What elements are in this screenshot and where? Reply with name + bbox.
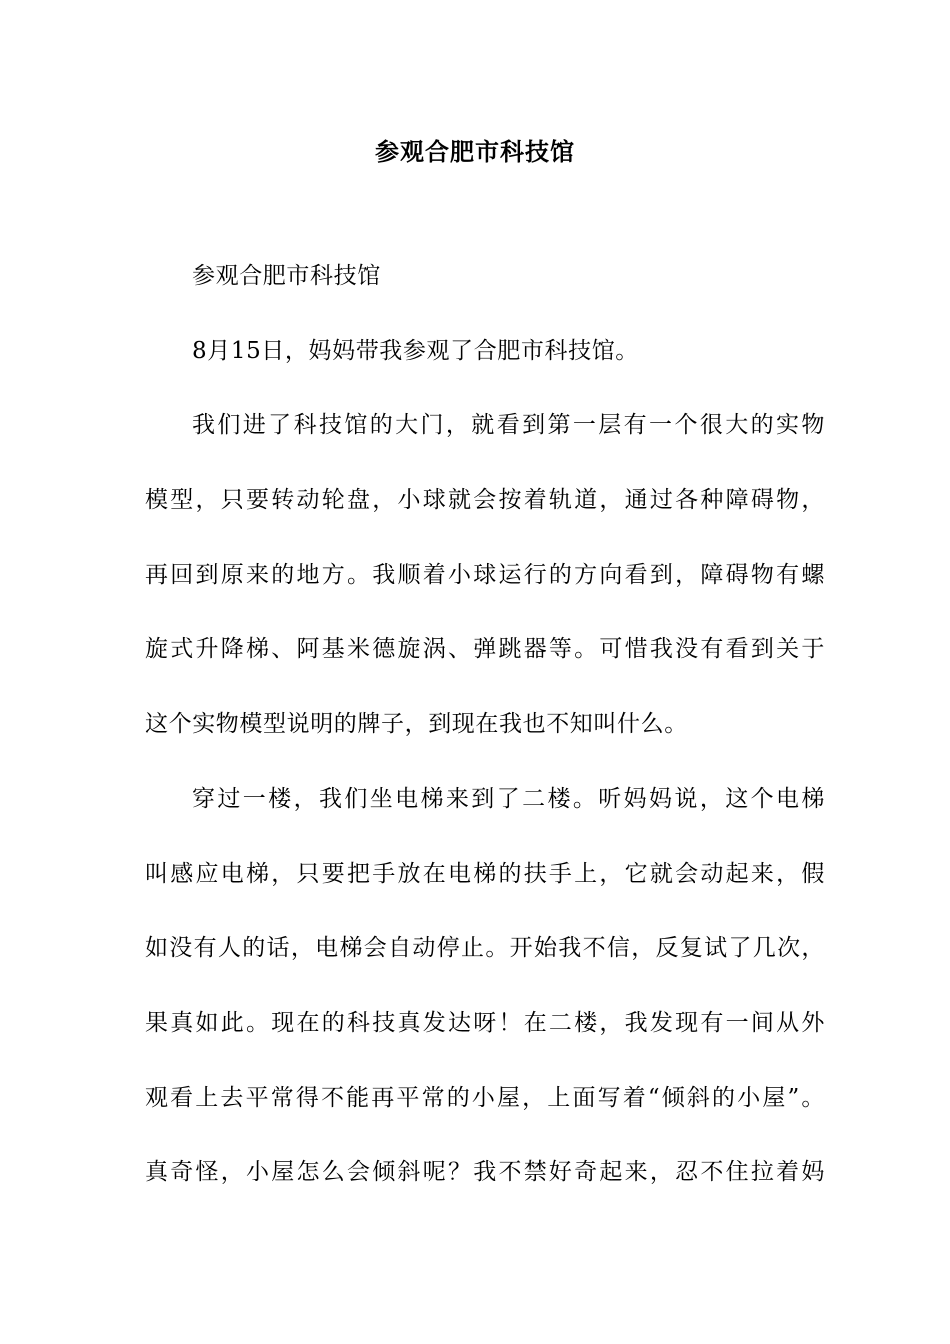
paragraph-line: 果真如此。现在的科技真发达呀！在二楼，我发现有一间从外: [145, 1010, 825, 1036]
paragraph-line: 我们进了科技馆的大门，就看到第一层有一个很大的实物: [192, 412, 825, 438]
paragraph-line: 如没有人的话，电梯会自动停止。开始我不信，反复试了几次，: [145, 935, 825, 961]
paragraph-line: 8月15日，妈妈带我参观了合肥市科技馆。: [192, 338, 639, 364]
paragraph-line: 穿过一楼，我们坐电梯来到了二楼。听妈妈说，这个电梯: [192, 786, 825, 812]
paragraph-line: 叫感应电梯，只要把手放在电梯的扶手上，它就会动起来，假: [145, 861, 825, 887]
subtitle-line: 参观合肥市科技馆: [192, 263, 381, 289]
document-title: 参观合肥市科技馆: [375, 138, 575, 166]
paragraph-line: 观看上去平常得不能再平常的小屋，上面写着“倾斜的小屋”。: [145, 1085, 825, 1111]
paragraph-line: 再回到原来的地方。我顺着小球运行的方向看到，障碍物有螺: [145, 562, 825, 588]
paragraph-line: 旋式升降梯、阿基米德旋涡、弹跳器等。可惜我没有看到关于: [145, 636, 825, 662]
paragraph-line: 模型，只要转动轮盘，小球就会按着轨道，通过各种障碍物，: [145, 487, 825, 513]
paragraph-line: 这个实物模型说明的牌子，到现在我也不知叫什么。: [145, 711, 688, 737]
paragraph-line: 真奇怪，小屋怎么会倾斜呢？我不禁好奇起来，忍不住拉着妈: [145, 1159, 825, 1185]
